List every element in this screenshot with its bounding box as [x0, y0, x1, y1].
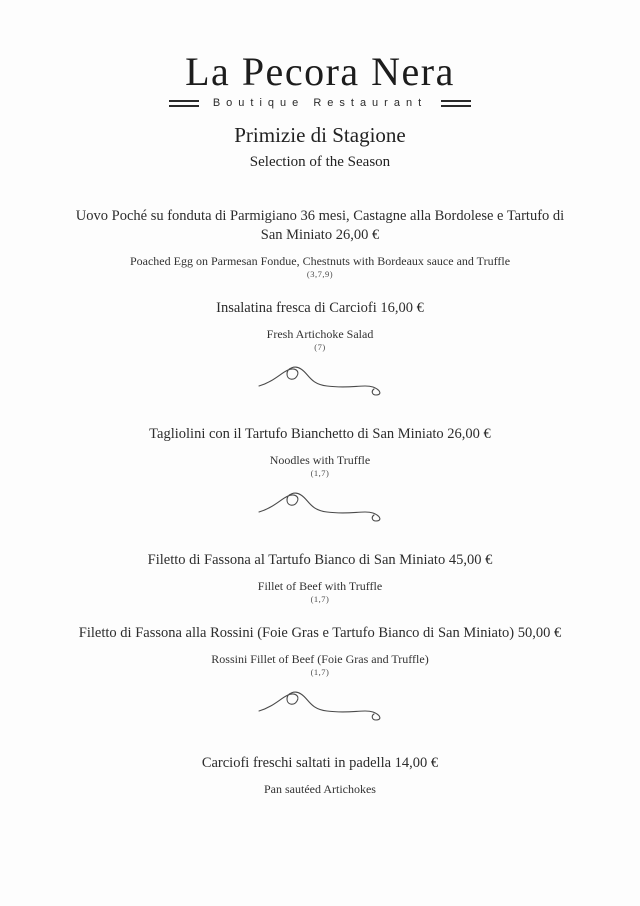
dish-name-italian: Tagliolini con il Tartufo Bianchetto di San Miniato 26,00 € [149, 426, 491, 442]
allergen-codes [0, 797, 640, 808]
dish-name-italian: Filetto di Fassona alla Rossini (Foie Gras e Tartufo Bianco di San Miniato) 50,00 € [78, 625, 562, 641]
menu-item [0, 551, 640, 605]
dish-name-italian: Insalatina fresca di Carciofi 16,00 € [216, 300, 424, 316]
dish-name-english: Fresh Artichoke Salad [266, 327, 374, 341]
dish-name-italian: Filetto di Fassona al Tartufo Bianco di San Miniato 45,00 € [147, 552, 493, 568]
menu-item [0, 754, 640, 808]
menu-item [0, 425, 640, 479]
dish-name-english: Pan sautéed Artichokes [264, 782, 376, 796]
flourish-divider [255, 485, 385, 525]
double-rule-left [169, 100, 199, 107]
flourish-divider [255, 359, 385, 399]
menu-item [0, 624, 640, 678]
allergen-codes: (1,7) [310, 594, 330, 604]
double-rule-right [441, 100, 471, 107]
restaurant-logo: La Pecora Nera [185, 49, 455, 94]
allergen-codes: (3,7,9) [306, 269, 334, 279]
allergen-codes: (1,7) [310, 667, 330, 677]
dish-name-english: Noodles with Truffle [269, 453, 371, 467]
menu-item [0, 299, 640, 353]
dish-name-italian: Carciofi freschi saltati in padella 14,00 € [201, 755, 439, 771]
restaurant-tagline: Boutique Restaurant [212, 97, 428, 109]
menu-title-italian: Primizie di Stagione [234, 123, 406, 147]
allergen-codes: (1,7) [310, 468, 330, 478]
dish-name-english: Poached Egg on Parmesan Fondue, Chestnuts with Bordeaux sauce and Truffle [129, 254, 511, 268]
allergen-codes: (7) [314, 342, 326, 352]
menu-body [0, 207, 640, 808]
dish-name-italian: Uovo Poché su fonduta di Parmigiano 36 mesi, Castagne alla Bordolese e Tartufo di San Miniato 26,00 € [75, 208, 565, 243]
tagline-row [0, 97, 640, 109]
dish-name-english: Rossini Fillet of Beef (Foie Gras and Truffle) [211, 652, 429, 666]
dish-name-english: Fillet of Beef with Truffle [257, 579, 383, 593]
menu-item [0, 207, 640, 280]
menu-title-english: Selection of the Season [249, 154, 391, 170]
flourish-divider [255, 684, 385, 724]
